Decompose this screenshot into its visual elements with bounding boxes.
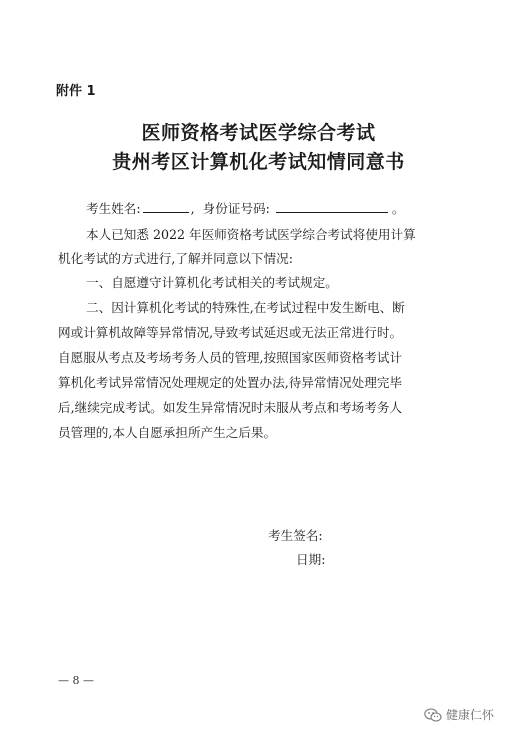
body-line-9: 员管理的,本人自愿承担所产生之后果。 (58, 425, 277, 440)
id-label: 身份证号码: (202, 201, 270, 216)
document-title-line2: 贵州考区计算机化考试知情同意书 (112, 151, 405, 173)
end-mark: 。 (391, 201, 405, 216)
body-line-7: 算机化考试异常情况处理规定的处置办法,待异常情况处理完毕 (58, 375, 403, 390)
body-line-6: 自愿服从考点及考场考务人员的管理,按照国家医师资格考试计 (58, 350, 403, 365)
body-line-1: 本人已知悉 2022 年医师资格考试医学综合考试将使用计算 (86, 227, 416, 242)
body-line-2: 机化考试的方式进行,了解并同意以下情况: (58, 251, 293, 266)
id-number-field[interactable] (276, 200, 388, 213)
watermark (424, 706, 494, 723)
name-field[interactable] (143, 200, 189, 213)
body-line-3: 一、自愿遵守计算机化考试相关的考试规定。 (86, 275, 338, 290)
body-line-4: 二、因计算机化考试的特殊性,在考试过程中发生断电、断 (86, 300, 405, 315)
body-line-5: 网或计算机故障等异常情况,导致考试延迟或无法正常进行时。 (58, 325, 403, 340)
date-label: 日期: (296, 552, 326, 567)
candidate-info-line (86, 200, 404, 217)
separator: , (190, 201, 195, 216)
page-number: — 8 — (58, 674, 94, 687)
signature-label: 考生签名: (268, 528, 323, 543)
document-title-line1: 医师资格考试医学综合考试 (141, 122, 376, 144)
watermark-text: 健康仁怀 (446, 708, 495, 722)
wechat-icon (424, 708, 442, 722)
attachment-label: 附件 1 (56, 84, 96, 99)
body-line-8: 后,继续完成考试。如发生异常情况时未服从考点和考场考务人 (58, 400, 403, 415)
name-label: 考生姓名: (86, 201, 141, 216)
